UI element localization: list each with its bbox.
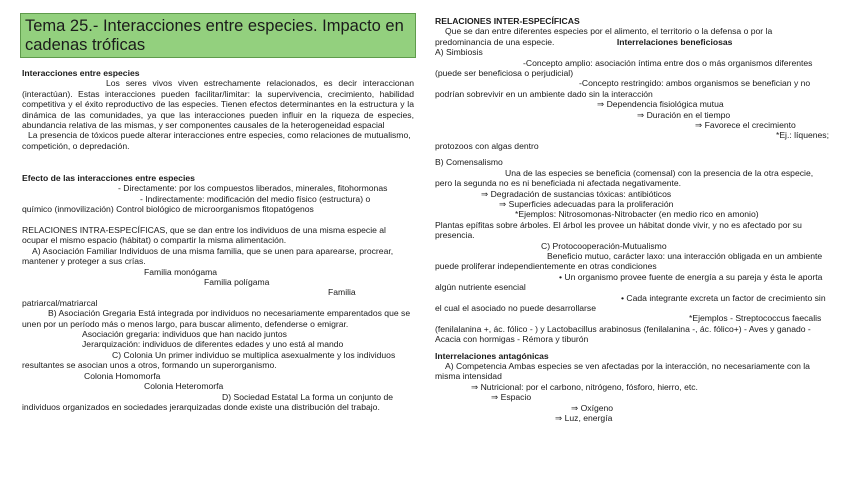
paragraph: B) Asociación Gregaria Está integrada por individuos no necesariamente emparentados que se unen por un período más o menos largo, para buscar alimento, defenderse o emigrar. xyxy=(22,308,411,329)
section-heading: Efecto de las interacciones entre especies xyxy=(22,173,195,183)
list-item: C) Protocooperación-Mutualismo xyxy=(541,240,667,251)
paragraph: Los seres vivos viven estrechamente relacionados, es decir interaccionan (interactúan). Estas interacciones pueden facilitar/limitar: la supervivencia, crecimiento, habilidad competitiva y el éxito reproductivo de las especies. Tienen efectos determinantes en la estructura y la dinámica de las comunidades, ya que las interacciones pueden influir en la riqueza de especies, abundancia relativa de las mismas, y ser componentes causales de la heterogeneidad espacial xyxy=(22,78,414,131)
list-item: *Ej.: líquenes; xyxy=(775,130,829,141)
paragraph: La presencia de tóxicos puede alterar interacciones entre especies, como relaciones de mutualismo, competición, o depredación. xyxy=(22,130,411,151)
list-item: *Ejemplos: Nitrosomonas-Nitrobacter (en medio rico en amonio) xyxy=(515,209,759,220)
list-item: ⇒ Degradación de sustancias tóxicas: antibióticos xyxy=(481,188,672,199)
paragraph: -Concepto restringido: ambos organismos se benefician y no podrían sobrevivir en un ambiente dado sin la interacción xyxy=(435,78,811,99)
paragraph: *Ejemplos - Streptococcus faecalis (fenilalanina +, ác. fólico - ) y Lactobacillus arabinosus (fenilalanina -, ác. fólico+) - Aves y ganado - Acacia con hormigas - Rémora y tiburón xyxy=(435,313,822,345)
paragraph: • Cada integrante excreta un factor de crecimiento sin el cual el asociado no puede desarrollarse xyxy=(435,292,826,313)
section-interacciones xyxy=(22,68,414,151)
list-item: ⇒ Favorece el crecimiento xyxy=(695,120,796,131)
section-heading: Interrelaciones antagónicas xyxy=(435,350,549,361)
list-item: B) Comensalismo xyxy=(435,157,503,168)
list-item: Familia polígama xyxy=(204,277,270,288)
paragraph: RELACIONES INTRA-ESPECÍFICAS, que se dan entre los individuos de una misma especie al ocupar el mismo espacio (hábitat) o compartir la misma alimentación. xyxy=(22,225,386,246)
list-item: ⇒ Nutricional: por el carbono, nitrógeno, fósforo, hierro, etc. xyxy=(471,381,698,392)
list-item: Asociación gregaria: individuos que han nacido juntos xyxy=(82,329,287,340)
list-item: protozoos con algas dentro xyxy=(435,140,539,151)
list-item: ⇒ Superficies adecuadas para la proliferación xyxy=(499,198,674,209)
list-item: patriarcal/matriarcal xyxy=(22,297,98,308)
section-efecto xyxy=(22,173,414,215)
list-item: Colonia Homomorfa xyxy=(84,370,161,381)
list-item: Jerarquización: individuos de diferentes edades y uno está al mando xyxy=(82,339,344,350)
list-item: A) Simbiosis xyxy=(435,47,483,58)
paragraph-text: Que se dan entre diferentes especies por el alimento, el territorio o la defensa o por la predominancia de una especie. xyxy=(435,26,773,47)
list-item: ⇒ Luz, energía xyxy=(555,413,613,424)
list-item: Familia monógama xyxy=(144,266,218,277)
section-heading: RELACIONES INTER-ESPECÍFICAS xyxy=(435,16,580,26)
paragraph: D) Sociedad Estatal La forma un conjunto de individuos organizados en sociedades jerarquizadas donde existe una distribución del trabajo. xyxy=(22,391,394,412)
list-item: químico (inmovilización) Control biológico de microorganismos fitopatógenos xyxy=(22,204,314,215)
right-column xyxy=(435,16,829,423)
subheading: Interrelaciones beneficiosas xyxy=(616,36,733,47)
paragraph: A) Asociación Familiar Individuos de una misma familia, que se unen para aparearse, procrear, mantener y proteger a sus crías. xyxy=(22,245,394,267)
list-item: Colonia Heteromorfa xyxy=(144,381,224,392)
paragraph: Plantas epífitas sobre árboles. El árbol les provee un hábitat donde vivir, y no es afectado por su presencia. xyxy=(435,219,802,241)
paragraph: A) Competencia Ambas especies se ven afectadas por la interacción, no necesariamente con la misma intensidad xyxy=(435,361,810,382)
list-item: Familia xyxy=(328,287,356,298)
paragraph: -Concepto amplio: asociación íntima entre dos o más organismos diferentes (puede ser beneficiosa o perjudicial) xyxy=(435,57,813,79)
paragraph: C) Colonia Un primer individuo se multiplica asexualmente y los individuos resultantes se asocian unos a otros, formando un superorganismo. xyxy=(22,349,396,371)
paragraph: Beneficio mutuo, carácter laxo: una interacción obligada en un ambiente puede proliferar independientemente en otras condiciones xyxy=(435,250,823,272)
list-item: ⇒ Espacio xyxy=(491,392,532,403)
page-title: Tema 25.- Interacciones entre especies. Impacto en cadenas tróficas xyxy=(20,13,416,58)
list-item: - Directamente: por los compuestos liberados, minerales, fitohormonas xyxy=(118,183,388,194)
list-item: ⇒ Oxígeno xyxy=(571,402,614,413)
paragraph xyxy=(435,26,829,47)
section-intra xyxy=(22,225,414,412)
section-heading: Interacciones entre especies xyxy=(22,68,140,78)
list-item: ⇒ Dependencia fisiológica mutua xyxy=(597,99,724,110)
paragraph: • Un organismo provee fuente de energía a su pareja y ésta le aporta algún nutriente esencial xyxy=(435,271,823,293)
list-item: - Indirectamente: modificación del medio físico (estructura) o xyxy=(140,193,371,204)
paragraph: Una de las especies se beneficia (comensal) con la presencia de la otra especie, pero la segunda no es ni beneficiada ni afectada negativamente. xyxy=(435,167,814,189)
list-item: ⇒ Duración en el tiempo xyxy=(637,109,731,120)
